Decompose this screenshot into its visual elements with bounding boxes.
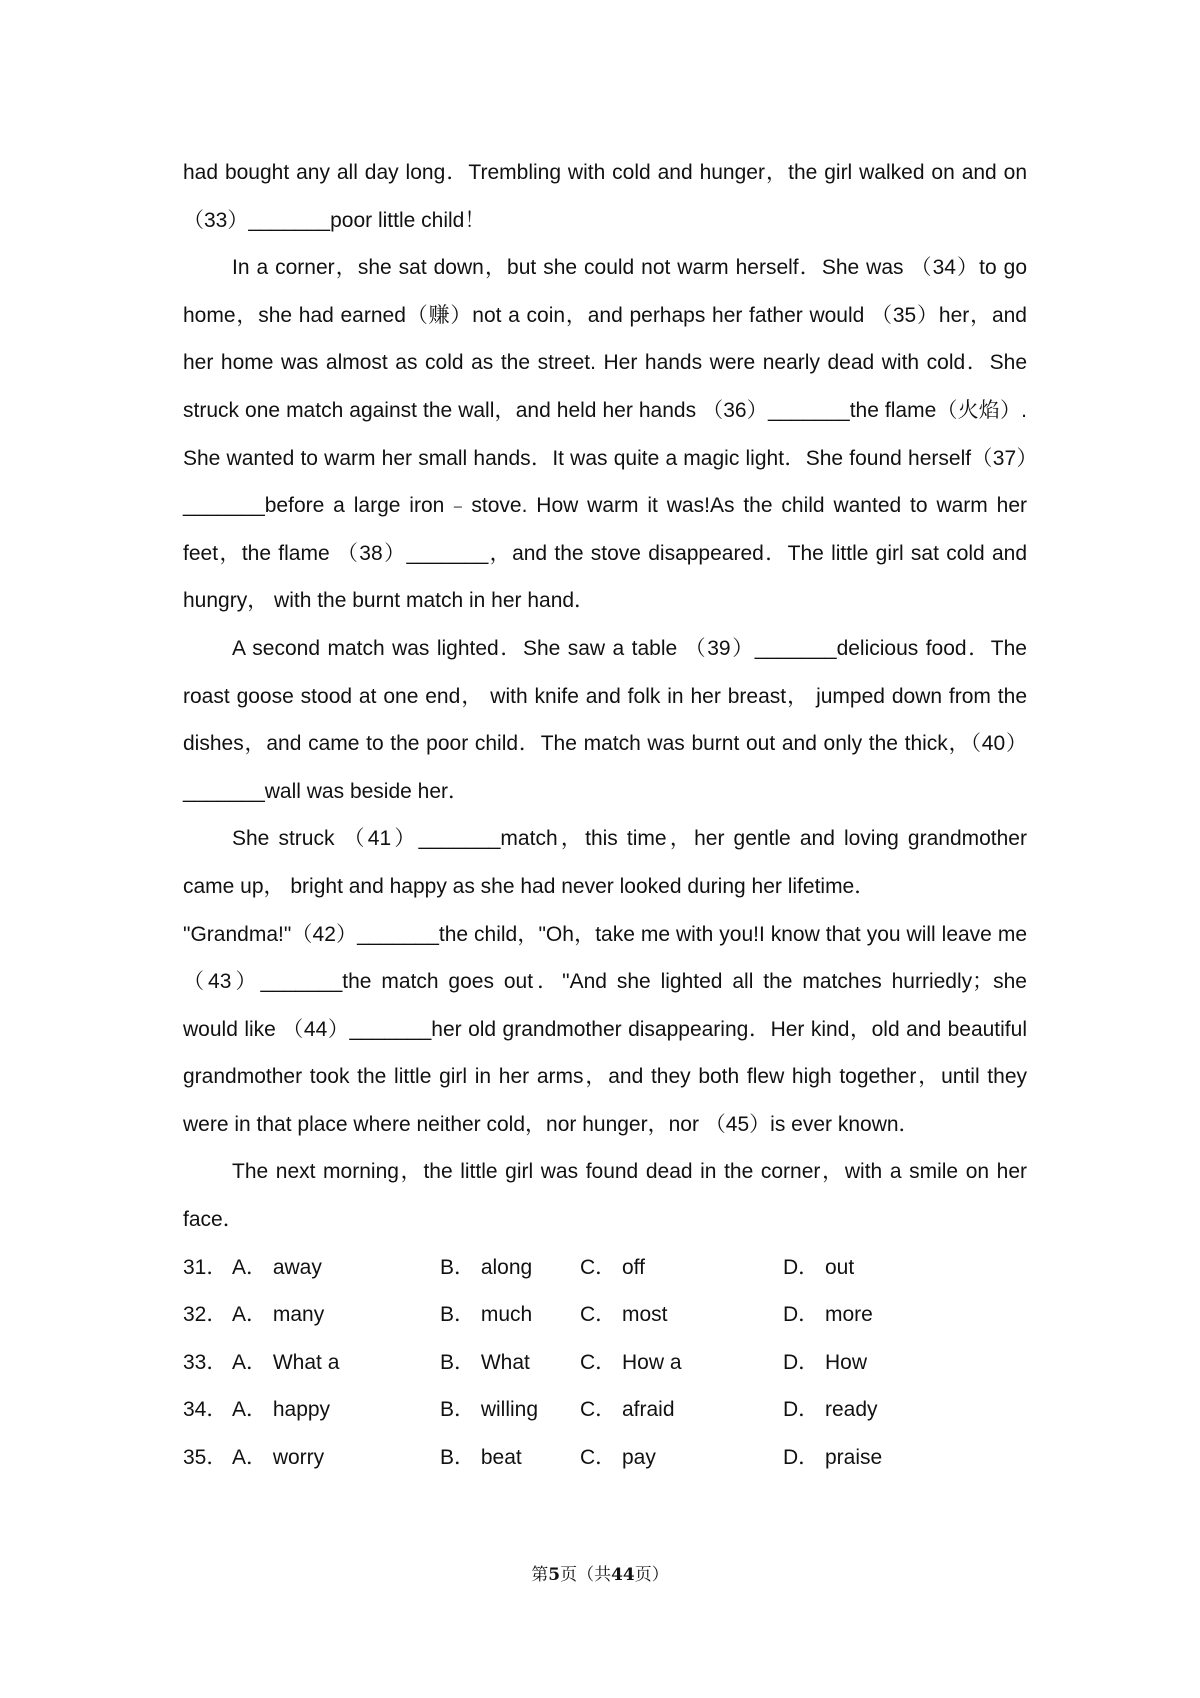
option-c: C． pay	[580, 1446, 656, 1470]
passage-paragraph-2: In a corner，she sat down，but she could not warm herself．She was （34）to go home，she had earned（赚）not a coin，and perhaps her father would （35）her，and her home was almost as cold as the street. Her hands were nearly dead with cold．She struck one match against the wall，and held her hands （36）_______the flame（火焰）. She wanted to warm her small hands．It was quite a magic light．She found herself（37）_______before a large iron﹣stove. How warm it was!As the child wanted to warm her feet，the flame （38）_______，and the stove disappeared．The little girl sat cold and hungry， with the burnt match in her hand．	[183, 256, 1027, 613]
option-b: B． much	[440, 1303, 533, 1327]
passage-paragraph-1: had bought any all day long．Trembling with cold and hunger，the girl walked on and on（33）_______poor little child！	[183, 161, 1027, 232]
footer-suffix: 页）	[634, 1565, 669, 1585]
option-c: C． afraid	[580, 1398, 675, 1422]
question-number: 34．	[183, 1398, 228, 1422]
option-a: A． happy	[232, 1398, 331, 1422]
passage-paragraph-4: She struck （41）_______match，this time，her gentle and loving grandmother came up， bright and happy as she had never looked during her lifetime．	[183, 827, 1027, 898]
option-b: B． What	[440, 1350, 530, 1374]
option-a: A． worry	[232, 1446, 325, 1470]
option-d: D． praise	[783, 1446, 883, 1470]
option-d: D． How	[783, 1350, 868, 1374]
footer-total-pages: 44	[611, 1565, 635, 1585]
question-row	[183, 1386, 1027, 1434]
question-row	[183, 1339, 1027, 1387]
option-b: B． willing	[440, 1398, 539, 1422]
option-c: C． most	[580, 1303, 668, 1327]
option-a: A． away	[232, 1255, 322, 1279]
question-number: 35．	[183, 1446, 228, 1470]
passage-paragraph-6: The next morning，the little girl was found dead in the corner，with a smile on her face．	[183, 1160, 1027, 1232]
question-row	[183, 1244, 1027, 1292]
passage-paragraph-3: A second match was lighted．She saw a table （39）_______delicious food．The roast goose stood at one end， with knife and folk in her breast， jumped down from the dishes，and came to the poor child．The match was burnt out and only the thick，（40）_______wall was beside her．	[183, 636, 1027, 803]
question-number: 33．	[183, 1350, 228, 1374]
option-c: C． How a	[580, 1350, 682, 1374]
question-row	[183, 1291, 1027, 1339]
option-c: C． off	[580, 1255, 645, 1279]
page-footer	[0, 1560, 1200, 1585]
passage-paragraph-5: "Grandma!"（42）_______the child，"Oh，take me with you!I know that you will leave me （43）_______the match goes out．"And she lighted all the matches hurriedly；she would like （44）_______her old grandmother disappearing．Her kind，old and beautiful grandmother took the little girl in her arms，and they both flew high together，until they were in that place where neither cold，nor hunger，nor （45）is ever known．	[183, 922, 1027, 1136]
question-number: 32．	[183, 1303, 228, 1327]
passage-body	[183, 149, 1027, 1482]
option-a: A． What a	[232, 1350, 340, 1374]
option-a: A． many	[232, 1303, 325, 1327]
footer-middle: 页（共	[560, 1565, 612, 1585]
answer-options	[183, 1244, 1027, 1482]
option-d: D． out	[783, 1255, 855, 1279]
footer-prefix: 第	[531, 1565, 549, 1585]
option-d: D． more	[783, 1303, 873, 1327]
question-row	[183, 1434, 1027, 1482]
footer-page-number: 5	[548, 1565, 561, 1585]
option-b: B． along	[440, 1255, 533, 1279]
option-d: D． ready	[783, 1398, 878, 1422]
option-b: B． beat	[440, 1446, 522, 1470]
question-number: 31．	[183, 1255, 228, 1279]
